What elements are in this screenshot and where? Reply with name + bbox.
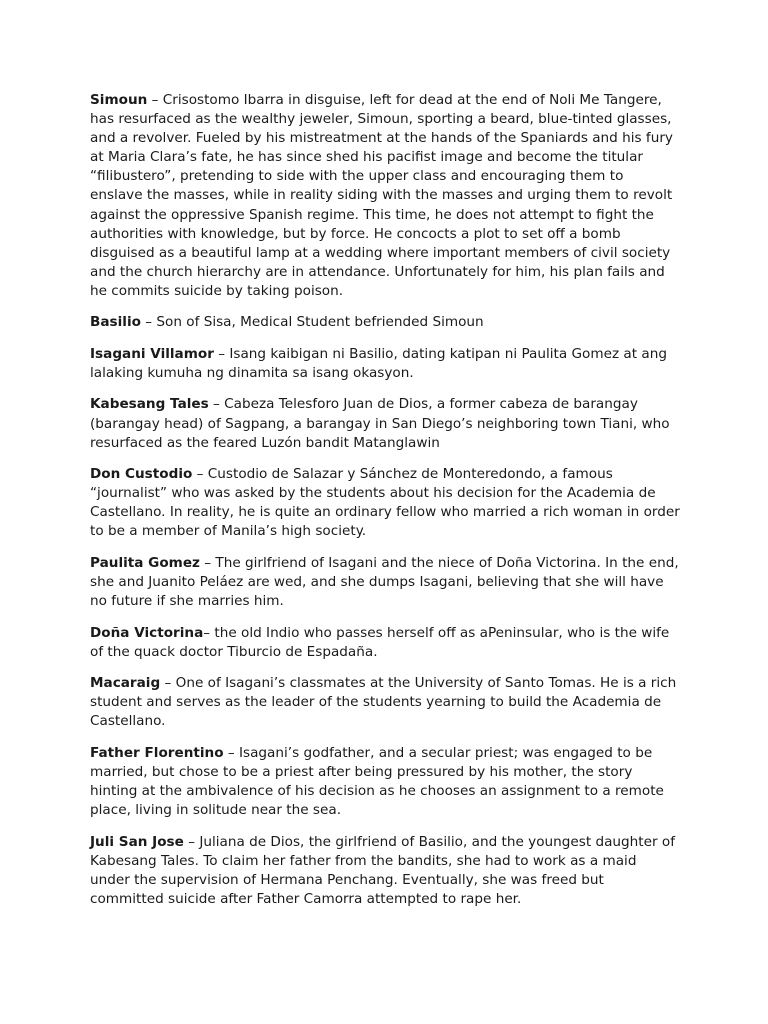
entry-paulita-gomez xyxy=(90,554,680,611)
character-description: – The girlfriend of Isagani and the niece of Doña Victorina. In the end, she and Juanito Peláez are wed, and she dumps Isagani, believing that she will have no future if she marries him. xyxy=(90,554,679,610)
character-description: – Son of Sisa, Medical Student befriended Simoun xyxy=(140,314,484,331)
character-name: Kabesang Tales xyxy=(90,396,209,413)
entry-juli-san-jose xyxy=(90,833,680,909)
character-name: Paulita Gomez xyxy=(90,554,200,571)
entry-simoun xyxy=(90,91,680,301)
entry-don-custodio xyxy=(90,465,680,541)
character-description: – Crisostomo Ibarra in disguise, left for dead at the end of Noli Me Tangere, has resurfaced as the wealthy jeweler, Simoun, sporting a beard, blue-tinted glasses, and a revolver. Fueled by his mistreatment at the hands of the Spaniards and his fury at Maria Clara’s fate, he has since shed his pacifist image and become the titular “filibustero”, pretending to side with the upper class and encouraging them to enslave the masses, while in reality siding with the masses and urging them to revolt against the oppressive Spanish regime. This time, he does not attempt to fight the authorities with knowledge, but by force. He concocts a plot to set off a bomb disguised as a beautiful lamp at a wedding where important members of civil society and the church hierarchy are in attendance. Unfortunately for him, his plan fails and he commits suicide by taking poison. xyxy=(90,92,673,299)
character-description: – Isang kaibigan ni Basilio, dating katipan ni Paulita Gomez at ang lalaking kumuha ng dinamita sa isang okasyon. xyxy=(90,345,667,381)
character-description: – Isagani’s godfather, and a secular priest; was engaged to be married, but chose to be a priest after being pressured by his mother, the story hinting at the ambivalence of his decision as he chooses an assignment to a remote place, living in solitude near the sea. xyxy=(90,744,664,819)
character-name: Doña Victorina xyxy=(90,624,204,641)
character-name: Basilio xyxy=(90,314,141,331)
character-name: Juli San Jose xyxy=(90,833,184,850)
entry-kabesang-tales xyxy=(90,395,680,452)
character-description: – One of Isagani’s classmates at the University of Santo Tomas. He is a rich student and serves as the leader of the students yearning to build the Academia de Castellano. xyxy=(90,675,677,730)
entry-father-florentino xyxy=(90,744,680,820)
character-description: – Custodio de Salazar y Sánchez de Monteredondo, a famous “journalist” who was asked by the students about his decision for the Academia de Castellano. In reality, he is quite an ordinary fellow who married a rich woman in order to be a member of Manila’s high society. xyxy=(90,466,680,540)
character-description: – the old Indio who passes herself off as aPeninsular, who is the wife of the quack doctor Tiburcio de Espadaña. xyxy=(90,624,670,660)
character-name: Macaraig xyxy=(90,675,161,692)
character-name: Don Custodio xyxy=(90,466,193,483)
entry-macaraig xyxy=(90,674,680,731)
entry-basilio xyxy=(90,313,680,332)
character-name: Simoun xyxy=(90,92,148,108)
entry-isagani xyxy=(90,345,680,383)
character-name: Isagani Villamor xyxy=(90,345,214,362)
character-description: – Cabeza Telesforo Juan de Dios, a former cabeza de barangay (barangay head) of Sagpang, a barangay in San Diego’s neighboring town Tiani, who resurfaced as the feared Luzón bandit Matanglawin xyxy=(90,396,670,451)
entry-dona-victorina xyxy=(90,624,680,662)
character-name: Father Florentino xyxy=(90,744,224,761)
document-page xyxy=(90,91,680,921)
character-description: – Juliana de Dios, the girlfriend of Basilio, and the youngest daughter of Kabesang Tales. To claim her father from the bandits, she had to work as a maid under the supervision of Hermana Penchang. Eventually, she was freed but committed suicide after Father Camorra attempted to rape her. xyxy=(90,833,675,907)
